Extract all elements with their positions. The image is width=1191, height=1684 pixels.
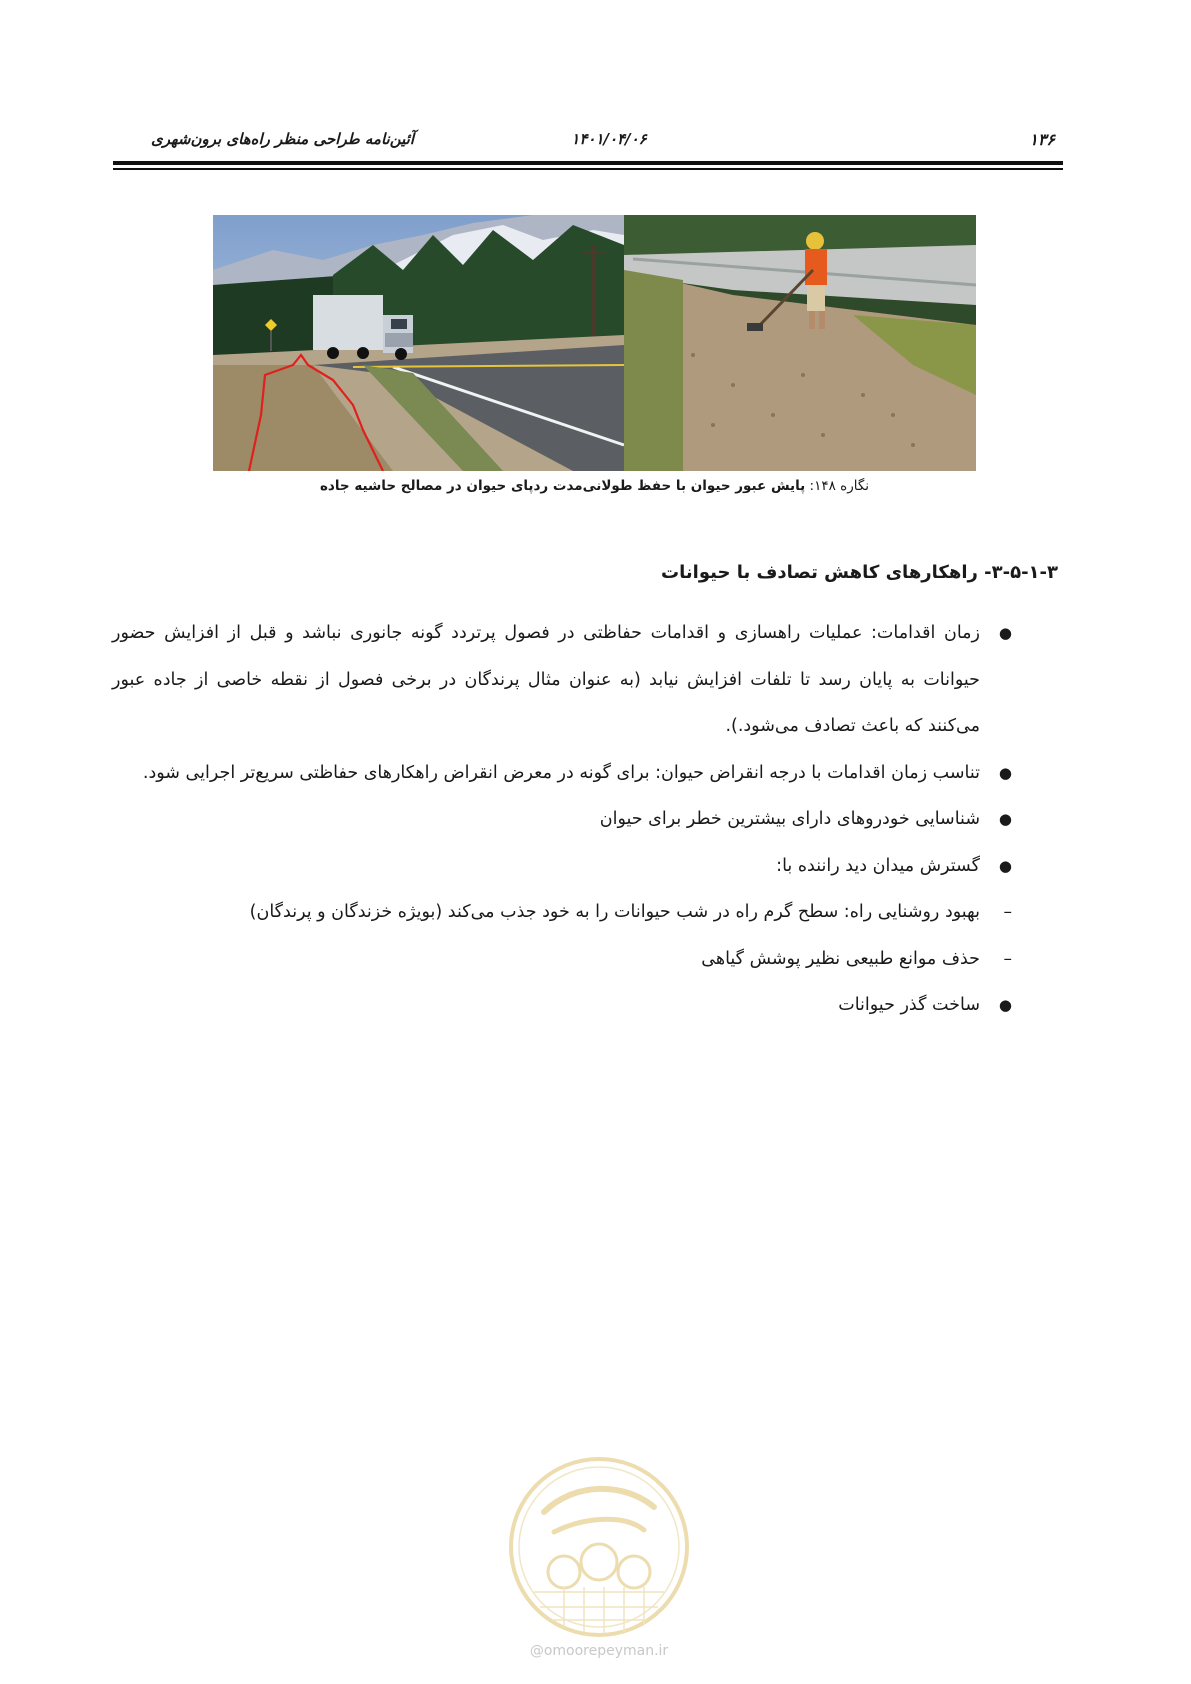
bullet-icon: ● <box>998 763 1012 782</box>
bullet-icon: ● <box>998 810 1012 828</box>
watermark-logo-icon <box>504 1452 694 1642</box>
figure-label: نگاره ۱۴۸: <box>805 478 870 494</box>
dash-icon: – <box>1003 902 1012 922</box>
header-rule-thin <box>113 168 1063 170</box>
measures-list <box>112 610 1012 1029</box>
list-subitem <box>112 889 1012 936</box>
bullet-icon: ● <box>998 996 1012 1014</box>
list-item-text: شناسایی خودروهای دارای بیشترین خطر برای حیوان <box>599 809 980 829</box>
page-header <box>113 130 1063 154</box>
list-item-text: ساخت گذر حیوانات <box>838 995 980 1015</box>
list-item <box>112 796 1012 843</box>
list-subitem <box>112 936 1012 983</box>
dash-icon: – <box>1003 948 1012 969</box>
photo-highway-truck <box>213 215 624 471</box>
watermark-site: @omoorepeyman.ir <box>529 1643 669 1659</box>
header-rule-thick <box>113 161 1063 165</box>
figure-photos <box>213 215 976 471</box>
figure-caption <box>213 478 976 494</box>
header-date: ۱۴۰۱/۰۴/۰۶ <box>571 130 647 148</box>
document-title: آئین‌نامه طراحی منظر راه‌های برون‌شهری <box>151 130 414 148</box>
photo-worker-shoulder <box>624 215 976 471</box>
list-item-text: بهبود روشنایی راه: سطح گرم راه در شب حیوانات را به خود جذب می‌کند (بویژه خزندگان و پرندگان) <box>249 902 980 922</box>
list-item <box>112 750 1012 797</box>
list-item-text: حذف موانع طبیعی نظیر پوشش گیاهی <box>701 948 980 969</box>
list-item-text: تناسب زمان اقدامات با درجه انقراض حیوان: برای گونه در معرض انقراض راهکارهای حفاظتی سریع‌تر اجرایی شود. <box>142 762 980 783</box>
page-number: ۱۳۶ <box>1029 130 1055 149</box>
list-item <box>112 982 1012 1029</box>
list-item-text: گسترش میدان دید راننده با: <box>776 855 980 876</box>
bullet-icon: ● <box>998 856 1012 875</box>
section-heading: ۳-۵-۱-۳- راهکارهای کاهش تصادف با حیوانات <box>661 562 1058 583</box>
list-item-text: زمان اقدامات: عملیات راهسازی و اقدامات حفاظتی در فصول پرتردد گونه جانوری نباشد و قبل از افزایش حضور حیوانات به پایان رسد تا تلفات افزایش نیابد (به عنوان مثال پرندگان در برخی فصول از نقطه خاصی از جاده عبور می‌کنند که باعث تصادف می‌شود.). <box>112 623 980 736</box>
bullet-icon: ● <box>998 624 1012 642</box>
list-item <box>112 610 1012 750</box>
figure-caption-text: پایش عبور حیوان با حفظ طولانی‌مدت ردپای حیوان در مصالح حاشیه جاده <box>319 478 806 494</box>
list-item <box>112 843 1012 890</box>
